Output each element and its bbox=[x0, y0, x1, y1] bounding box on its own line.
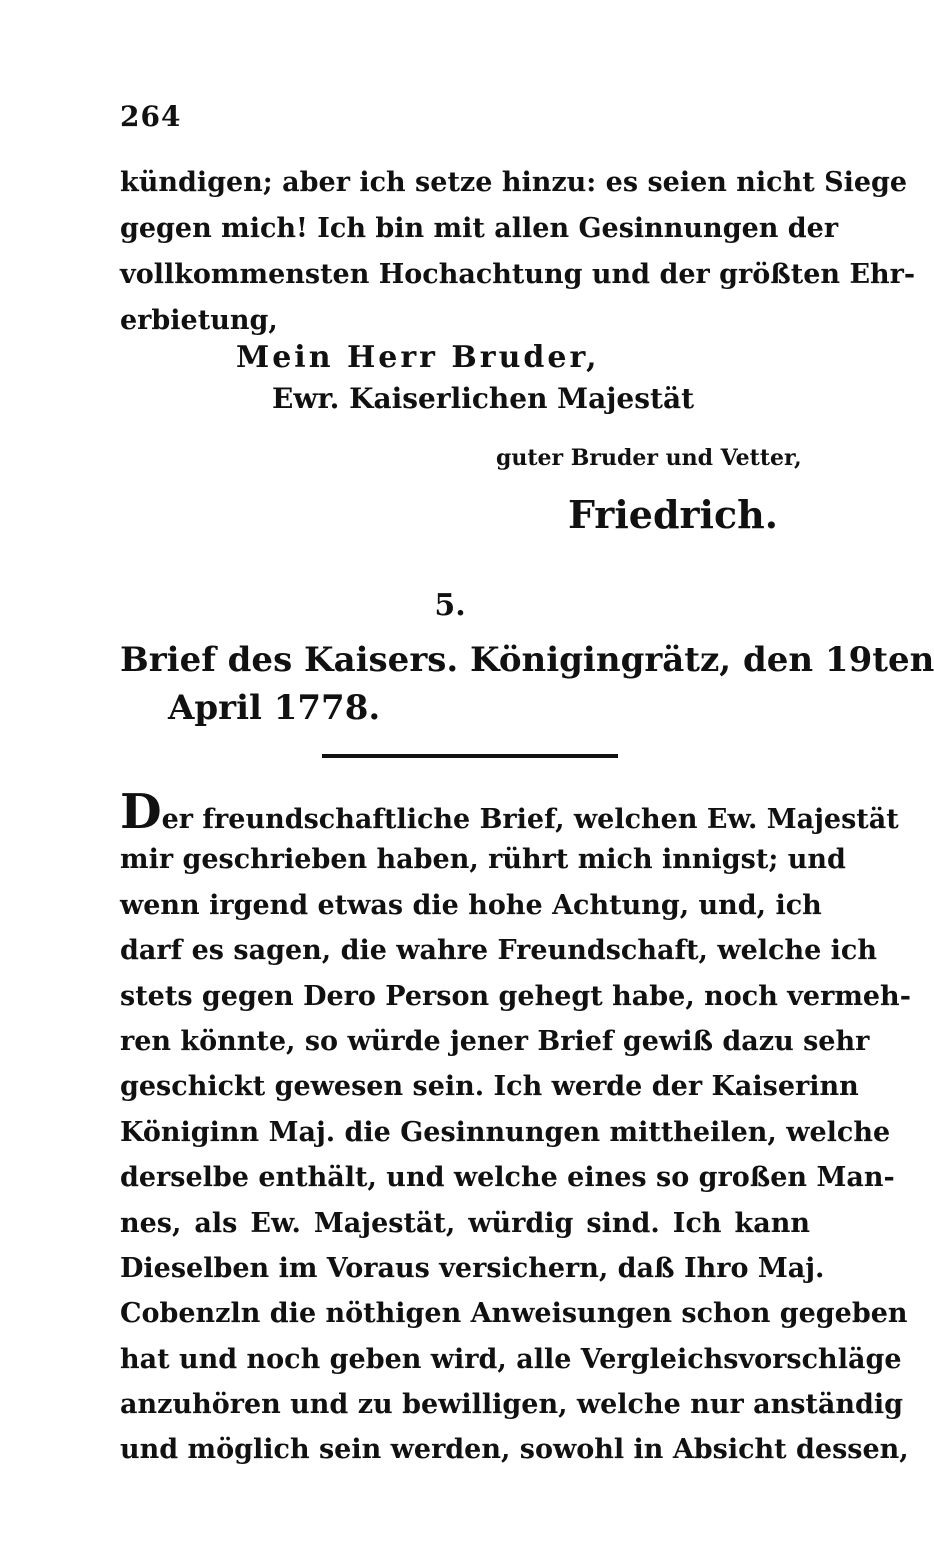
section-divider bbox=[322, 754, 618, 758]
text-line: wenn irgend etwas die hohe Achtung, und, ich bbox=[120, 889, 822, 921]
text-line: mir geschrieben haben, rührt mich innigst; und bbox=[120, 844, 846, 876]
text-line: Cobenzln die nöthigen Anweisungen schon gegeben bbox=[120, 1298, 908, 1330]
letter-heading bbox=[120, 636, 934, 732]
text-line: kündigen; aber ich setze hinzu: es seien nicht Siege bbox=[120, 167, 908, 198]
signature: Friedrich. bbox=[568, 492, 778, 537]
text-line: anzuhören und zu bewilligen, welche nur anständig bbox=[120, 1389, 904, 1421]
text-line: Dieselben im Voraus versichern, daß Ihro Maj. bbox=[120, 1252, 825, 1284]
text-line: Königinn Maj. die Gesinnungen mittheilen, welche bbox=[120, 1116, 891, 1148]
text-line: gegen mich! Ich bin mit allen Gesinnungen der bbox=[120, 213, 839, 244]
letter-body bbox=[120, 784, 911, 1473]
text-line: derselbe enthält, und welche eines so großen Man- bbox=[120, 1162, 895, 1194]
text-line: nes, als Ew. Majestät, würdig sind. Ich kann bbox=[120, 1207, 810, 1239]
closing-relation: guter Bruder und Vetter, bbox=[496, 445, 802, 471]
section-number: 5. bbox=[434, 588, 466, 623]
text-line bbox=[120, 784, 899, 840]
page-number: 264 bbox=[120, 100, 182, 133]
heading-line: April 1778. bbox=[168, 688, 381, 728]
text-line-rest: er freundschaftliche Brief, welchen Ew. Majestät bbox=[161, 804, 899, 835]
continuation-paragraph bbox=[120, 160, 916, 344]
text-line: erbietung, bbox=[120, 305, 278, 336]
text-line: stets gegen Dero Person gehegt habe, noch vermeh- bbox=[120, 980, 911, 1012]
text-line: vollkommensten Hochachtung und der größten Ehr- bbox=[120, 259, 916, 290]
text-line: darf es sagen, die wahre Freundschaft, welche ich bbox=[120, 935, 878, 967]
text-line: ren könnte, so würde jener Brief gewiß dazu sehr bbox=[120, 1025, 870, 1057]
heading-line: Brief des Kaisers. Königingrätz, den 19ten bbox=[120, 640, 934, 680]
closing-title: Ewr. Kaiserlichen Majestät bbox=[272, 382, 695, 415]
text-line: hat und noch geben wird, alle Vergleichsvorschläge bbox=[120, 1343, 902, 1375]
text-line: geschickt gewesen sein. Ich werde der Kaiserinn bbox=[120, 1071, 859, 1103]
text-line: und möglich sein werden, sowohl in Absicht dessen, bbox=[120, 1434, 909, 1466]
drop-initial: D bbox=[120, 784, 162, 840]
closing-salutation: Mein Herr Bruder, bbox=[236, 340, 600, 375]
